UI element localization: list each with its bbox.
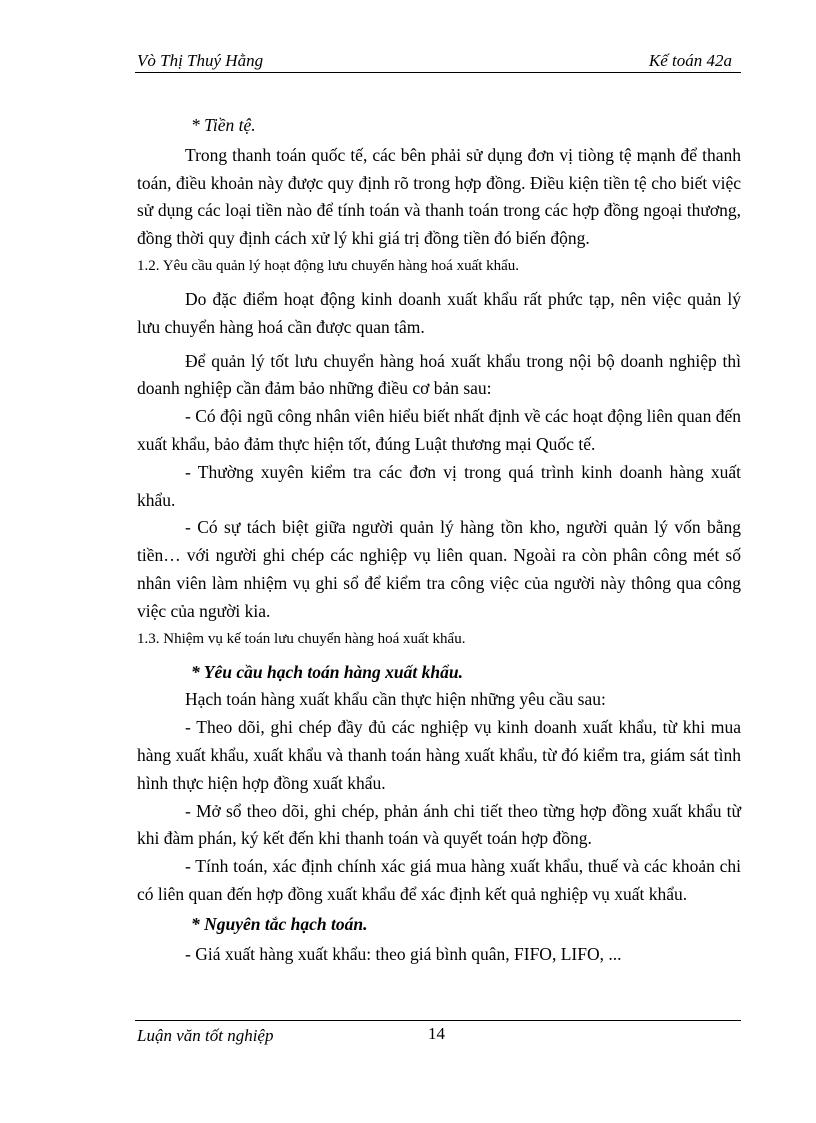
paragraph-1-2-2: Để quản lý tốt lưu chuyển hàng hoá xuất khẩu trong nội bộ doanh nghiệp thì doanh nghiệp cần đảm bảo những điều cơ bản sau: bbox=[137, 350, 741, 399]
footer-label: Luận văn tốt nghiệp bbox=[137, 1026, 274, 1045]
paragraph-1-3-2: - Theo dõi, ghi chép đầy đủ các nghiệp vụ kinh doanh xuất khẩu, từ khi mua hàng xuất khẩu, xuất khẩu và thanh toán hàng xuất khẩu, từ đó kiểm tra, giám sát tình hình thực hiện hợp đồng xuất khẩu. bbox=[137, 717, 741, 793]
paragraph-1-2-3: - Có đội ngũ công nhân viên hiểu biết nhất định về các hoạt động liên quan đến xuất khẩu, bảo đảm thực hiện tốt, đúng Luật thương mại Quốc tế. bbox=[137, 406, 741, 454]
paragraph-1-3-3: - Mở sổ theo dõi, ghi chép, phản ánh chi tiết theo từng hợp đồng xuất khẩu từ khi đàm phán, ký kết đến khi thanh toán và quyết toán hợp đồng. bbox=[137, 800, 741, 849]
document-body bbox=[137, 112, 741, 968]
paragraph-1-3-5: - Giá xuất hàng xuất khẩu: theo giá bình quân, FIFO, LIFO, ... bbox=[185, 943, 622, 964]
paragraph-1-2-1: Do đặc điểm hoạt động kinh doanh xuất khẩu rất phức tạp, nên việc quản lý lưu chuyển hàng hoá cần được quan tâm. bbox=[137, 288, 741, 337]
header-class: Kế toán 42a bbox=[648, 51, 732, 70]
paragraph-1-3-4: - Tính toán, xác định chính xác giá mua hàng xuất khẩu, thuế và các khoản chi có liên quan đến hợp đồng xuất khẩu để xác định kết quả nghiệp vụ xuất khẩu. bbox=[137, 856, 741, 904]
header-rule bbox=[135, 72, 741, 73]
header-author: Vò Thị Thuý Hằng bbox=[137, 51, 264, 70]
footer-rule bbox=[135, 1020, 741, 1021]
heading-nguyen-tac-hach-toan: * Nguyên tắc hạch toán. bbox=[191, 913, 368, 934]
paragraph-1-3-1: Hạch toán hàng xuất khẩu cần thực hiện những yêu cầu sau: bbox=[185, 689, 606, 710]
page-number: 14 bbox=[428, 1024, 445, 1043]
heading-yeu-cau-hach-toan: * Yêu cầu hạch toán hàng xuất khẩu. bbox=[191, 661, 463, 682]
paragraph-1-2-5: - Có sự tách biệt giữa người quản lý hàng tồn kho, người quản lý vốn bằng tiền… với người ghi chép các nghiệp vụ liên quan. Ngoài ra còn phân công mét số nhân viên làm nhiệm vụ ghi sổ để kiểm tra công việc của người này thông qua công việc của người kia. bbox=[137, 517, 741, 621]
paragraph-tien-te: Trong thanh toán quốc tế, các bên phải sử dụng đơn vị tiòng tệ mạnh để thanh toán, điều khoản này được quy định rõ trong hợp đồng. Điều kiện tiền tệ cho biết việc sử dụng các loại tiền nào để tính toán và thanh toán trong các hợp đồng ngoại thương, đồng thời quy định cách xử lý khi giá trị đồng tiền đó biến động. bbox=[137, 144, 741, 249]
section-heading-1-2: 1.2. Yêu cầu quản lý hoạt động lưu chuyển hàng hoá xuất khẩu. bbox=[137, 257, 520, 274]
paragraph-1-2-4: - Thường xuyên kiểm tra các đơn vị trong quá trình kinh doanh hàng xuất khẩu. bbox=[137, 461, 741, 510]
section-heading-1-3: 1.3. Nhiệm vụ kế toán lưu chuyển hàng hoá xuất khẩu. bbox=[137, 630, 466, 647]
heading-tien-te: * Tiền tệ. bbox=[191, 115, 256, 135]
